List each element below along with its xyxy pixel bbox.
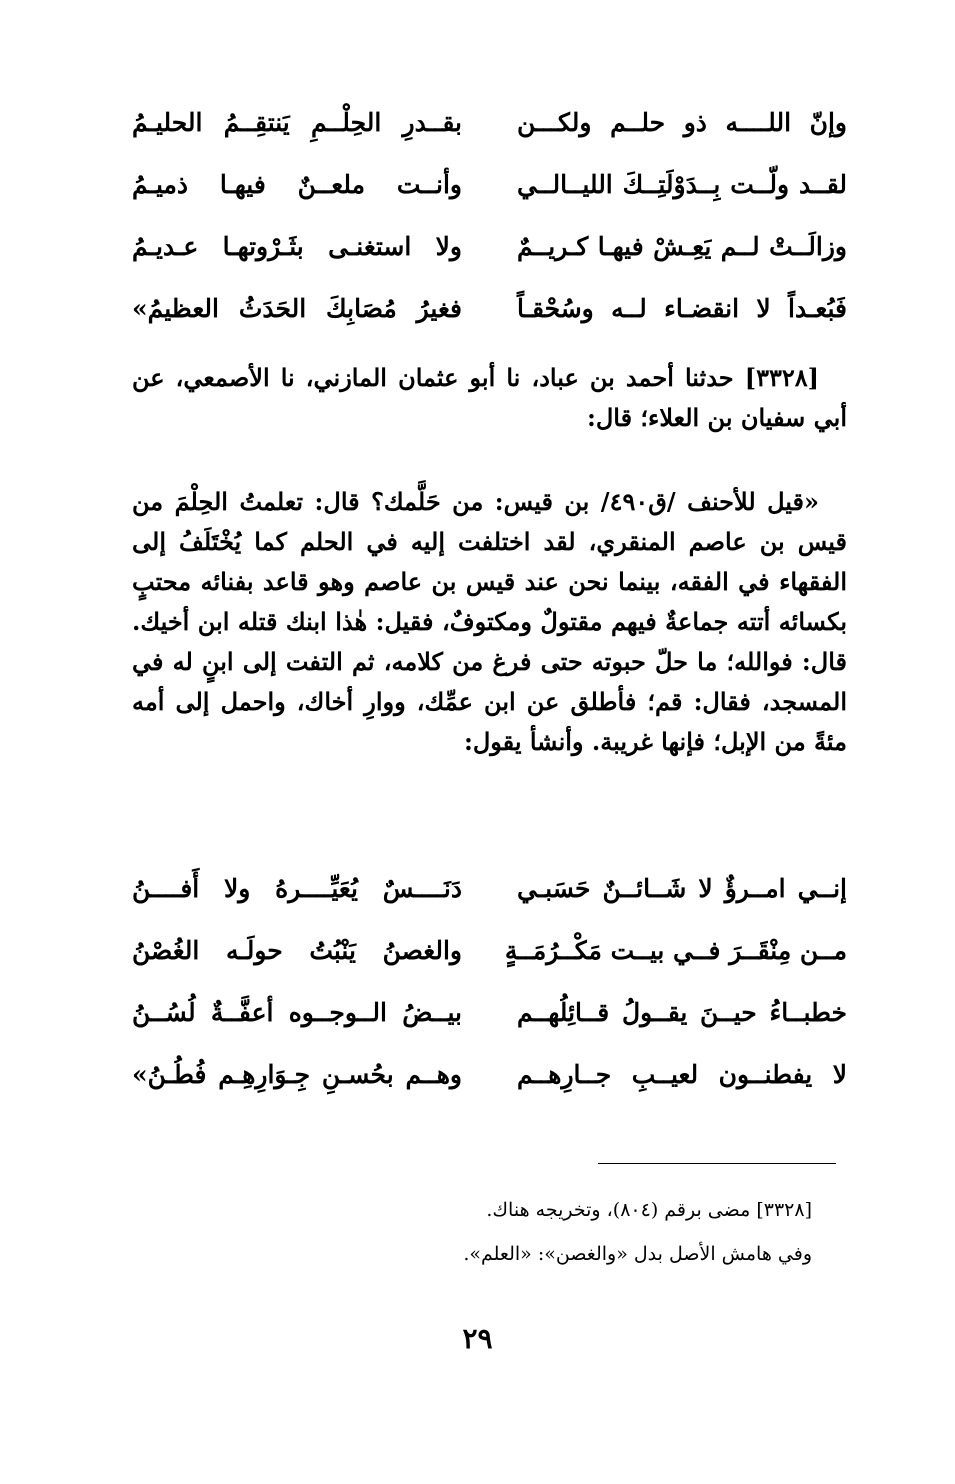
isnad-paragraph — [132, 358, 847, 438]
verse-second-hemistich: دَنَــــسٌ يُعَيِّــــرهُ ولا أَفــــنُ — [132, 874, 462, 903]
verse-second-hemistich: فغيرُ مُصَابِكَ الحَدَثُ العظيمُ» — [132, 294, 462, 323]
verse-first-hemistich: لا يفطنــون لعيــبِ جــارِهــم — [517, 1060, 847, 1089]
verse-line — [132, 92, 847, 154]
verse-first-hemistich: وزالَــتْ لــم يَعِـشْ فيهـا كـريــمٌ — [517, 232, 847, 261]
narration-paragraph — [132, 482, 847, 762]
verse-line — [132, 858, 847, 920]
poem-top — [132, 92, 847, 340]
verse-second-hemistich: والغصنُ يَنْبُتُ حولَـه الغُصْنُ — [132, 936, 462, 965]
verse-second-hemistich: بيــضُ الــوجــوه أعفَّــةٌ لُسُــنُ — [132, 998, 462, 1027]
verse-first-hemistich: خطبــاءُ حيــنَ يقــولُ قــائِلُهــم — [517, 998, 847, 1027]
narration-text: «قيل للأحنف /ق٤٩٠/ بن قيس: من حَلَّمك؟ قال: تعلمتُ الحِلْمَ من قيس بن عاصم المنقري، لقد اختلفت إليه في الحلم كما يُخْتَلَفُ إلى الفقهاء في الفقه، بينما نحن عند قيس بن عاصم وهو قاعد بفنائه محتبٍ بكسائه أتته جماعةٌ فيهم مقتولٌ ومكتوفٌ، فقيل: هٰذا ابنك قتله ابن أخيك. قال: فوالله؛ ما حلّ حبوته حتى فرغ من كلامه، ثم التفت إلى ابنٍ له في المسجد، فقال: قم؛ فأطلق عن ابن عمِّك، ووارِ أخاك، واحمل إلى أمه مئةً من الإبل؛ فإنها غريبة. وأنشأ يقول: — [132, 487, 847, 756]
verse-line — [132, 982, 847, 1044]
verse-second-hemistich: وأنــت ملعــنٌ فيهـا ذميـمُ — [132, 170, 462, 199]
footnote-item: وفي هامش الأصل بدل «والغصن»: «العلم». — [463, 1243, 812, 1265]
verse-line — [132, 1044, 847, 1106]
verse-line — [132, 920, 847, 982]
poem-bottom — [132, 858, 847, 1106]
footnote-item: [٣٣٢٨] مضى برقم (٨٠٤)، وتخريجه هناك. — [486, 1199, 812, 1221]
verse-second-hemistich: وهــم بحُسـنِ جِـوَارِهِـم فُطُـنُ» — [132, 1060, 462, 1089]
verse-line — [132, 154, 847, 216]
verse-second-hemistich: بقــدرِ الحِلْــمِ يَنتقِــمُ الحليـمُ — [132, 108, 462, 137]
verse-first-hemistich: مــن مِنْقَــرَ فــي بيــت مَكْــرُمَــةٍ — [504, 936, 847, 965]
verse-line — [132, 278, 847, 340]
verse-first-hemistich: فَبُعـداً لا انقضـاء لــه وسُحْقـاً — [517, 294, 847, 323]
verse-line — [132, 216, 847, 278]
page-number: ٢٩ — [462, 1322, 493, 1355]
isnad-text: [٣٣٢٨] حدثنا أحمد بن عباد، نا أبو عثمان المازني، نا الأصمعي، عن أبي سفيان بن العلاء؛ قال: — [132, 363, 847, 432]
verse-second-hemistich: ولا استغنـى بثَـرْوتهـا عـديـمُ — [132, 232, 462, 261]
verse-first-hemistich: إنــي امــرؤٌ لا شَــائــنٌ حَسَبـي — [517, 874, 847, 903]
footnotes — [132, 1188, 812, 1276]
verse-first-hemistich: وإنّ اللــــه ذو حلــم ولكـــن — [517, 108, 847, 137]
footnote-divider — [598, 1163, 836, 1164]
verse-first-hemistich: لقــد ولّــت بِــدَوْلَتِــكَ الليــالــي — [517, 170, 847, 199]
